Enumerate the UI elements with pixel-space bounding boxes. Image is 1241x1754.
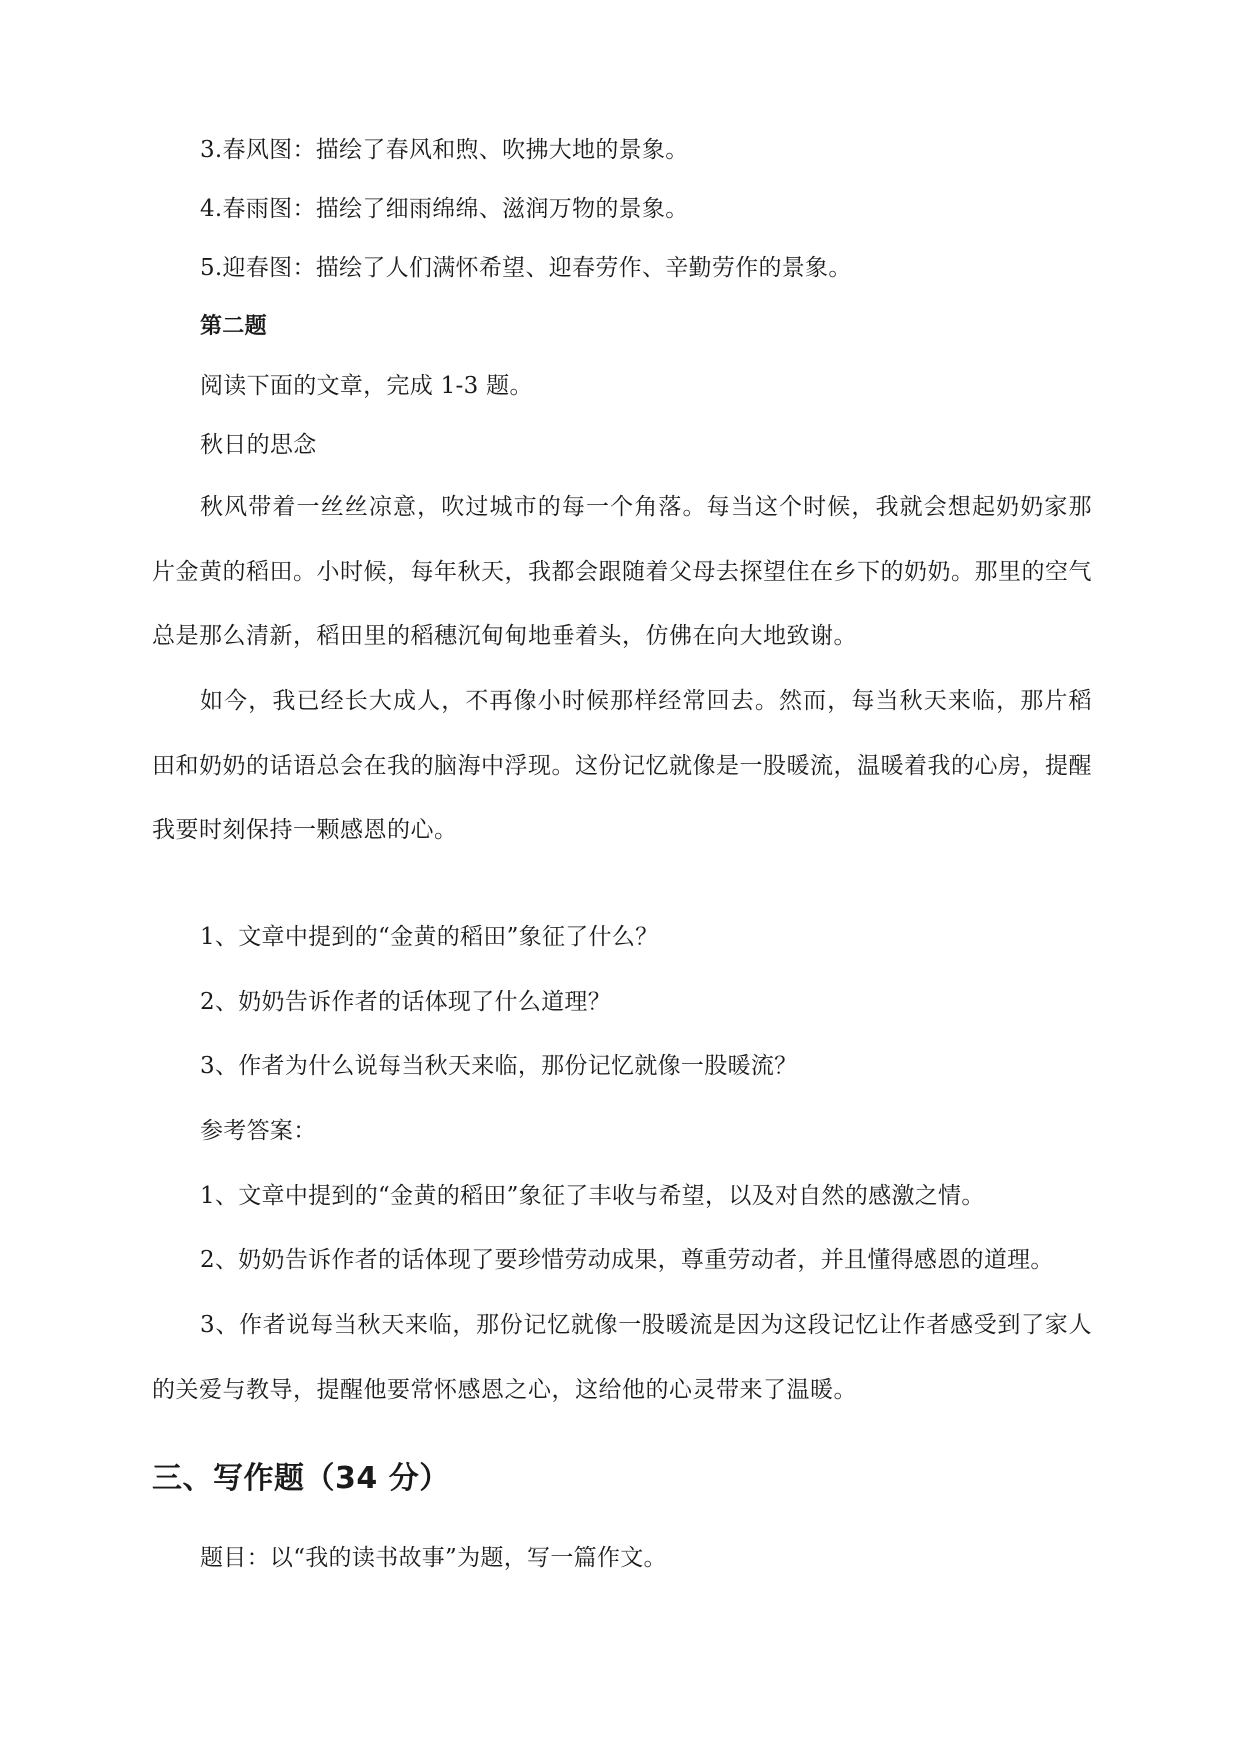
- answer-item-4: 4.春雨图：描绘了细雨绵绵、滋润万物的景象。: [200, 196, 689, 222]
- question-instruction: 阅读下面的文章，完成 1-3 题。: [200, 373, 533, 399]
- article-paragraph-1: 秋风带着一丝丝凉意，吹过城市的每一个角落。每当这个时候，我就会想起奶奶家那片金黄的稻田。小时候，每年秋天，我都会跟随着父母去探望住在乡下的奶奶。那里的空气总是那么清新，稻田里的稻穗沉甸甸地垂着头，仿佛在向大地致谢。: [152, 494, 1092, 649]
- answer-1: 1、文章中提到的“金黄的稻田”象征了丰收与希望，以及对自然的感激之情。: [200, 1183, 985, 1209]
- question-item-3: 3、作者为什么说每当秋天来临，那份记忆就像一股暖流？: [200, 1053, 798, 1079]
- question-item-2: 2、奶奶告诉作者的话体现了什么道理？: [200, 989, 612, 1015]
- answers-label: 参考答案：: [200, 1118, 317, 1144]
- answer-item-5: 5.迎春图：描绘了人们满怀希望、迎春劳作、辛勤劳作的景象。: [200, 255, 852, 281]
- article-title: 秋日的思念: [200, 432, 317, 458]
- writing-section-heading: 三、写作题（34 分）: [152, 1461, 450, 1496]
- question-item-1: 1、文章中提到的“金黄的稻田”象征了什么？: [200, 924, 659, 950]
- article-paragraph-2: 如今，我已经长大成人，不再像小时候那样经常回去。然而，每当秋天来临，那片稻田和奶奶的话语总会在我的脑海中浮现。这份记忆就像是一股暖流，温暖着我的心房，提醒我要时刻保持一颗感恩的心。: [152, 688, 1092, 843]
- answer-item-3: 3.春风图：描绘了春风和煦、吹拂大地的景象。: [200, 137, 689, 163]
- answer-2: 2、奶奶告诉作者的话体现了要珍惜劳动成果，尊重劳动者，并且懂得感恩的道理。: [200, 1247, 1054, 1273]
- question-heading: 第二题: [200, 314, 267, 339]
- writing-prompt: 题目：以“我的读书故事”为题，写一篇作文。: [200, 1545, 667, 1571]
- answer-3: 3、作者说每当秋天来临，那份记忆就像一股暖流是因为这段记忆让作者感受到了家人的关爱与教导，提醒他要常怀感恩之心，这给他的心灵带来了温暖。: [152, 1312, 1092, 1403]
